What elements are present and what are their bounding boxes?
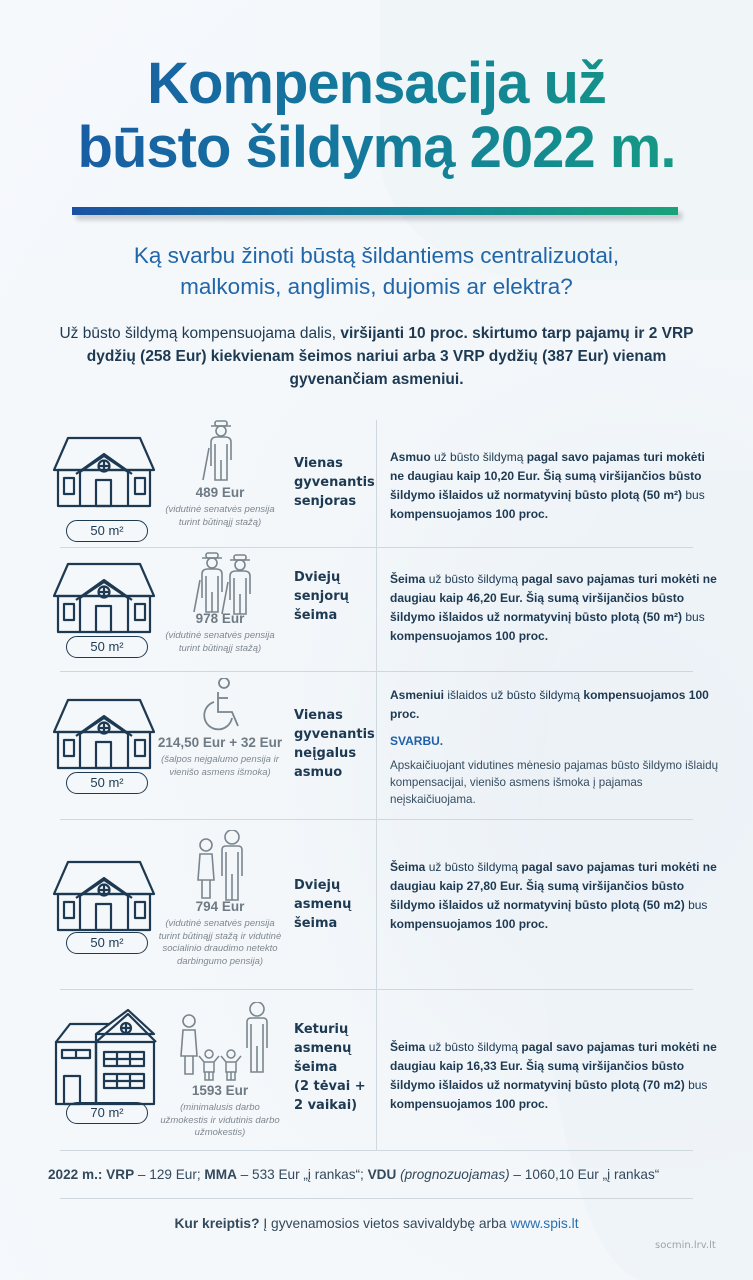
description-segment: Šeima [390, 860, 426, 874]
income-value: 794 Eur [195, 899, 245, 914]
description-segment: Šeima [390, 572, 426, 586]
important-title: SVARBU. [390, 734, 444, 748]
case-label-line: šeima [294, 916, 338, 931]
description-segment: bus [682, 488, 705, 502]
case-label-line: 2 vaikai) [294, 1098, 358, 1113]
case-label-line: gyvenantis [294, 475, 375, 490]
footnote-segment: (prognozuojamas) [396, 1167, 510, 1182]
description-segment: Asmeniui [390, 688, 445, 702]
footnote [48, 1166, 728, 1184]
intro-segment: viršijanti 10 proc. skirtumo tarp pajamų ir 2 VRP dydžių (258 Eur) kiekvienam šeimos nariui arba 3 VRP dydžių (387 Eur) vienam gyvenančiam asmeniui. [86, 325, 694, 388]
description-segment: už būsto šildymą [425, 860, 522, 874]
area-badge: 50 m² [66, 636, 148, 658]
case-label-line: Vienas [294, 456, 343, 471]
case-label-line: senjoras [294, 494, 357, 509]
description-segment: bus [684, 1078, 708, 1092]
family-icon [171, 1002, 271, 1092]
area-badge: 50 m² [66, 932, 148, 954]
income-value: 214,50 Eur + 32 Eur [157, 735, 283, 750]
footnote-segment: VDU [367, 1167, 397, 1182]
footnote-segment: – 1060,10 Eur „į rankas“ [509, 1167, 660, 1182]
description-segment: bus [684, 898, 708, 912]
income-value: 1593 Eur [191, 1083, 249, 1098]
income-block [150, 734, 290, 779]
case-label [294, 706, 375, 782]
area-badge: 50 m² [66, 772, 148, 794]
case-label-line: gyvenantis [294, 727, 375, 742]
description-segment: išlaidos už būsto šildymą [444, 688, 584, 702]
description-text [390, 858, 722, 934]
description-segment: už būsto šildymą [430, 450, 527, 464]
area-badge: 50 m² [66, 520, 148, 542]
case-label [294, 568, 349, 625]
income-block [150, 610, 290, 655]
income-value: 978 Eur [195, 611, 245, 626]
subtitle-line: malkomis, anglimis, dujomis ar elektra? [180, 274, 573, 299]
case-label-line: neįgalus [294, 746, 357, 761]
intro-text [40, 322, 713, 391]
income-note: (vidutinė senatvės pensija turint būtinąjį stažą) [165, 630, 275, 654]
description-segment: Asmuo [390, 450, 431, 464]
description-segment: už būsto šildymą [425, 572, 522, 586]
description-segment: pagal savo pajamas turi mokėti ne daugiau kaip 46,20 Eur. Šią sumą viršijančios būsto šildymo išlaidos už normatyvinį būsto plotą (50 m²) [390, 572, 717, 624]
case-description [390, 1038, 722, 1114]
footnote-segment: – 533 Eur „į rankas“; [236, 1167, 368, 1182]
income-note: (vidutinė senatvės pensija turint būtinąjį stažą) [165, 504, 275, 528]
case-label-line: Dviejų [294, 878, 341, 893]
title-line: Kompensacija už [147, 51, 606, 116]
where-to-apply [0, 1216, 753, 1231]
footnote-segment: MMA [204, 1167, 237, 1182]
description-segment: Šeima [390, 1040, 426, 1054]
description-segment: už būsto šildymą [425, 1040, 522, 1054]
case-row [0, 990, 753, 1150]
case-label-line: asmenų [294, 1041, 352, 1056]
source-credit: socmin.lrv.lt [655, 1240, 716, 1251]
description-segment: kompensuojamos 100 proc. [390, 917, 549, 931]
description-segment: pagal savo pajamas turi mokėti ne daugiau kaip 16,33 Eur. Šią sumą viršijančios būsto šildymo išlaidos už normatyvinį būsto plotą (70 m2) [390, 1040, 717, 1092]
description-segment: pagal savo pajamas turi mokėti ne daugiau kaip 10,20 Eur. Šią sumą viršijančios būsto šildymo išlaidos už normatyvinį būsto plotą (50 m²) [390, 450, 705, 502]
description-segment: bus [682, 610, 705, 624]
income-block [150, 898, 290, 968]
case-row [0, 548, 753, 672]
income-block [150, 484, 290, 529]
income-block [150, 1082, 290, 1140]
divider [60, 1198, 693, 1199]
description-text [390, 448, 722, 524]
case-label-line: šeima [294, 608, 338, 623]
case-label [294, 876, 351, 933]
description-segment: kompensuojamos 100 proc. [390, 688, 709, 721]
wheelchair-icon [196, 678, 246, 738]
subtitle-line: Ką svarbu žinoti būstą šildantiems centralizuotai, [133, 243, 620, 268]
page-title [0, 52, 753, 180]
divider [60, 1150, 693, 1151]
important-text: Apskaičiuojant vidutines mėnesio pajamas būsto šildymo išlaidų kompensacijai, vienišo asmens išmoka į pajamas neįskaičiuojama. [390, 759, 719, 806]
case-label-line: senjorų [294, 589, 349, 604]
where-text: Į gyvenamosios vietos savivaldybę arba [259, 1216, 511, 1231]
income-value: 489 Eur [195, 485, 245, 500]
where-question: Kur kreiptis? [174, 1216, 260, 1231]
case-label-line: (2 tėvai + [294, 1079, 366, 1094]
description-segment: kompensuojamos 100 proc. [390, 507, 549, 521]
case-description [390, 448, 722, 524]
case-description [390, 858, 722, 934]
subtitle [0, 240, 753, 302]
case-row [0, 820, 753, 990]
case-label-line: asmuo [294, 765, 343, 780]
case-label-line: šeima [294, 1060, 338, 1075]
case-label-line: Vienas [294, 708, 343, 723]
area-badge: 70 m² [66, 1102, 148, 1124]
case-label-line: Keturių [294, 1022, 349, 1037]
case-row [0, 672, 753, 820]
description-text [390, 686, 722, 724]
case-row [0, 420, 753, 548]
small-house-icon [50, 434, 160, 510]
description-segment: kompensuojamos 100 proc. [390, 629, 549, 643]
small-house-icon [50, 696, 160, 772]
case-label-line: Dviejų [294, 570, 341, 585]
case-label [294, 454, 375, 511]
description-segment: kompensuojamos 100 proc. [390, 1097, 549, 1111]
income-note: (vidutinė senatvės pensija turint būtinąjį stažą ir vidutinė socialinio draudimo netekto darbingumo pensija) [158, 918, 282, 967]
income-note: (minimalusis darbo užmokestis ir vidutinis darbo užmokestis) [160, 1102, 280, 1138]
footnote-segment: – 129 Eur; [134, 1167, 205, 1182]
case-description [390, 686, 722, 808]
case-label-line: asmenų [294, 897, 352, 912]
description-text [390, 1038, 722, 1114]
income-note: (šalpos neįgalumo pensija ir vienišo asmens išmoka) [161, 754, 279, 778]
small-house-icon [50, 560, 160, 636]
small-house-icon [50, 858, 160, 934]
spis-link[interactable]: www.spis.lt [510, 1216, 579, 1231]
case-description [390, 570, 722, 646]
description-segment: pagal savo pajamas turi mokėti ne daugiau kaip 27,80 Eur. Šią sumą viršijančios būsto šildymo išlaidos už normatyvinį būsto plotą (50 m2) [390, 860, 717, 912]
title-underline [72, 207, 678, 215]
large-house-icon [50, 1004, 160, 1108]
footnote-segment: 2022 m.: VRP [48, 1167, 135, 1182]
intro-segment: Už būsto šildymą kompensuojama dalis, [59, 325, 341, 342]
title-line: būsto šildymą 2022 m. [77, 115, 676, 180]
description-text [390, 570, 722, 646]
case-label [294, 1020, 366, 1115]
